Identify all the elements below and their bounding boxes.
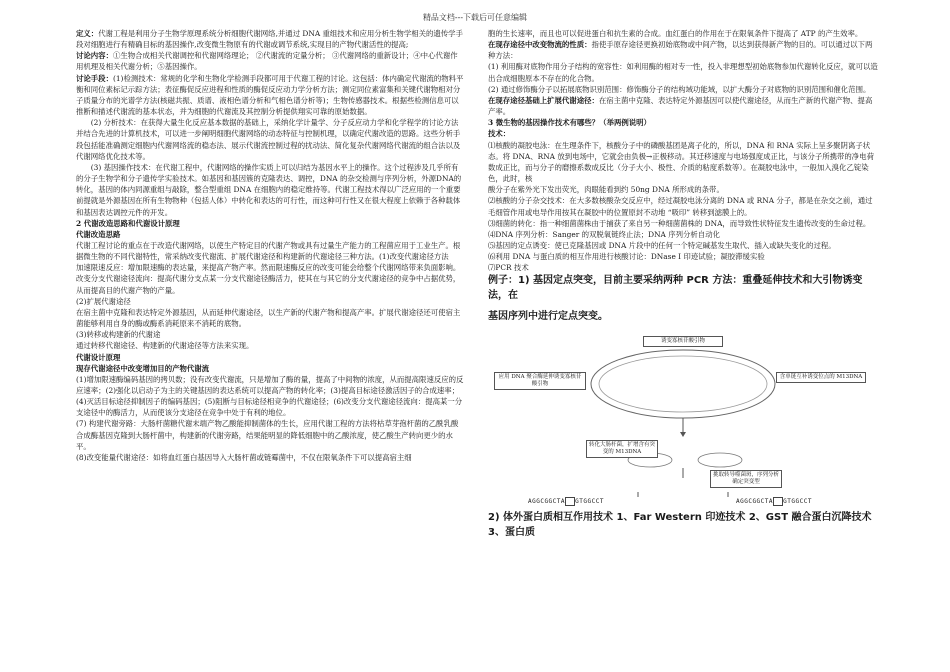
paragraph-lead: 讨论内容： [76, 51, 113, 61]
right-paragraph [488, 95, 878, 117]
right-paragraph: ⑹利用 DNA 与蛋白质的相互作用进行核酸讨论：DNase Ⅰ 印迹试验；凝胶滞缓实验 [488, 252, 765, 262]
paragraph-lead: 在现存途径基础上扩展代谢途径： [488, 95, 599, 105]
right-paragraph [488, 39, 878, 61]
left-paragraph [76, 28, 464, 50]
right-paragraph: ⑺PCR 技术 [488, 263, 529, 273]
left-paragraph [76, 50, 464, 72]
diagram-bottom-box: 挑取转导噬菌斑，序列分析确定突变型 [710, 470, 782, 488]
left-paragraph: (1)增加限速酶编码基因的拷贝数；没有改变代谢流，只是增加了酶的量，提高了中间物的浓度，从而提高限速反应的反应速率；(2)强化以启动子为主的关键基因的表达系统可以提高产物的转化率；(3)提高目标途径激活因子的合成速率；(4)灭活目标途径抑制因子的编码基因；(5)阻断与目标途径相竞争的代谢途径；(6)改变分支代谢途径流向：提高某一分支途径中的酶活力，从而使该分支途径在竞争中处于有利的地位。 [76, 374, 464, 418]
arrow-head-1 [680, 432, 686, 437]
paragraph-body: (1)检测技术：常规的化学和生物化学检测手段都可用于代谢工程的讨论。这包括：体内确定代谢流的物料平衡和同位素标记示踪方法；表征酶促反应进程和性质的酶促反应动力学分析方法；测定同位素富集和关键代谢物相对分子质量分布的光谱学方法(核磁共振、质谱、液相色谱分析和气相色谱分析等)；生物传感器技术。根据些检测信息可以推断和描述代谢流的基本状态，并为细胞的代谢流及其控制分析提供翔实可靠的原始数据。 [76, 73, 464, 117]
left-paragraph: 代谢工程讨论的重点在于改造代谢网络，以使生产特定目的代谢产物或具有过量生产能力的工程菌应用于工业生产。根据微生物的不同代谢特性，常采纳改变代谢流、扩展代谢途径和构建新的代谢途径三种方法。(1)改变代谢途径方法 [76, 240, 461, 262]
left-paragraph: (3)转移或构建新的代谢途 [76, 330, 161, 340]
example-2: 2) 体外蛋白质相互作用技术 1、Far Western 印迹技术 2、GST 融合蛋白沉降技术 3、蛋白质 [488, 512, 872, 539]
paragraph-lead: 在现存途径中改变物流的性质： [488, 40, 592, 50]
sequence-left: AGGCGGCTA GTGGCCT [528, 498, 604, 506]
left-paragraph: (7) 构建代谢旁路：大肠杆菌糖代谢末端产物乙酸能抑制菌体的生长，应用代谢工程的方法将枯草芽孢杆菌的乙酰乳酸合成酶基因克隆到大肠杆菌中，构建新的代谢旁路，结果能明显的降低细胞中的乙酸浓度，使乙酸生产转向更少的水平。 [76, 419, 459, 451]
seq-right-mutation-box [773, 497, 783, 506]
diagram-lines [488, 332, 878, 510]
paragraph-body: 在宿主菌中克隆、表达特定外源基因可以使代谢途径，从而生产新的代谢产物、提高产率。 [488, 95, 873, 117]
sequence-right: AGGCGGCTA GTGGCCT [736, 498, 812, 506]
left-paragraph: 现存代谢途径中改变增加目的产物代谢流 [76, 363, 210, 373]
left-paragraph: 通过转移代谢途径、构建新的代谢途径等方法来实现。 [76, 341, 254, 351]
paragraph-body: 指使手原存途径更换初始底物或中间产物，以达到获得新产物的目的。可以通过以下两种方法： [488, 40, 873, 61]
left-paragraph: 在宿主菌中克隆和表达特定外源基因，从而延伸代谢途径，以生产新的代谢产物和提高产率。扩展代谢途径还可使宿主菌能够利用自身的酶或酶系消耗原来不消耗的底物。 [76, 307, 461, 329]
example-1-line-2: 基因序列中进行定点突变。 [488, 311, 608, 323]
left-paragraph: 改变分支代谢途径流向：提高代谢分支点某一分支代谢途径酶活力，使其在与其它的分支代谢途径的竞争中占据优势，从而提高目的代谢产物的产量。 [76, 274, 461, 295]
right-paragraph: ⑸基因的定点诱变：使已克隆基因或 DNA 片段中的任何一个特定碱基发生取代、插入或缺失变化的过程。 [488, 240, 836, 250]
right-paragraph: (1) 利用酶对底物作用分子结构的宽容性：如利用酶的相对专一性，投入非理想型初始底物参加代谢转化反应，就可以造出合成细胞原本不存在的化合物。 [488, 62, 878, 83]
left-paragraph: (2) 分析技术：在获得大量生化反应基本数据的基础上，采纳化学计量学、分子反应动力学和化学程学的讨论方法并结合先进的计算机技术，可以进一步阐明细胞代谢网络的动态特征与控制机理，以确定代谢改造的思路。这些分析手段包括能准确测定细胞内代谢网络流的稳态法、展示代谢流控制过程的扰动法、简化复杂代谢网络代谢流的组合法以及代谢网络优化技术等。 [76, 118, 461, 161]
plasmid-circle [591, 350, 775, 418]
left-paragraph: 代谢改造思路 [76, 229, 121, 239]
diagram-top-box: 诱变寡核苷酸引物 [643, 336, 723, 347]
example-1-line-1: 例子：1) 基因定点突变，目前主要采纳两种 PCR 方法：重叠延伸技术和大引物诱变法，在 [488, 275, 863, 302]
left-paragraph [76, 73, 464, 118]
right-paragraph: 技术： [488, 129, 511, 139]
right-paragraph: 胞的生长速率，而且也可以促进蛋白和抗生素的合成。血红蛋白的作用在于在限氧条件下提高了 ATP 的产生效率。 [488, 29, 863, 38]
left-paragraph: 2 代谢改造思路和代谢设计原理 [76, 218, 180, 228]
left-paragraph: 加速限速反应：增加限速酶的表达量，来提高产物产率。然而限速酶反应的改变可能会给整个代谢网络带来负面影响。 [76, 263, 461, 273]
diagram-middle-box: 转化大肠杆菌，扩增含有突变的 M13DNA [586, 440, 658, 458]
right-column [488, 28, 878, 540]
paragraph-lead: 讨论手段： [76, 73, 113, 83]
left-paragraph: (3) 基因操作技术：在代谢工程中，代谢网络的操作实质上可以归结为基因水平上的操作。这个过程涉及几乎所有的分子生物学和分子遗传学实验技术。如基因和基因簇的克隆表达、调控，DNA 的杂交检测与序列分析，外源DNA的转化，基因的体内同源重组与敲除，整合型重组 DNA 在细胞内的稳定维持等。代谢工程技术得以广泛应用的一个重要前提就是外源基因在所有生物物种（包括人体）中转化和表达的可行性，而这种可行性又在很大程度上依赖于各种载体和基因表达调控元件的开发。 [76, 162, 462, 217]
right-paragraph: 酸分子在紫外光下发出荧光，肉眼能看到约 50ng DNA 所形成的条带。 [488, 185, 724, 195]
mutagenesis-diagram [488, 332, 878, 510]
right-paragraph: (2) 通过修饰酶分子以拓展底物识别范围：修饰酶分子的结构域功能域，以扩大酶分子对底物的识别范围和催化范围。 [488, 84, 871, 94]
left-column [76, 28, 464, 463]
left-paragraph: (2)扩展代谢途径 [76, 296, 131, 306]
diagram-right-box: 含单链互补诱变位点的 M13DNA [776, 372, 866, 383]
plasmid-inner-circle [599, 356, 767, 412]
diagram-left-box: 应用 DNA 聚合酶延伸诱变寡核苷酸引物 [494, 372, 586, 390]
right-paragraph: ⑶细菌的转化：指一种细菌菌株由于捕获了来自另一种细菌菌株的 DNA，而导致性状特征发生遗传改变的生命过程。 [488, 218, 871, 228]
paragraph-body: 代谢工程是利用分子生物学原理系统分析细胞代谢网络,并通过 DNA 重组技术和应用分析生物学相关的遗传学手段对细胞进行有精确目标的基因操作,改变微生物原有的代谢或调节系统,实现目的产物代谢活性的提高; [76, 29, 463, 50]
right-paragraph: ⑷DNA 序列分析：Sanger 的双脱氧链终止法；DNA 序列分析自动化 [488, 229, 720, 239]
seq-left-mutation-box [565, 497, 575, 506]
right-paragraph: ⑴核酸的凝胶电泳：在生理条件下，核酸分子中的磷酸基团是离子化的，所以，DNA 和 RNA 实际上呈多聚阴离子状态。将 DNA、RNA 放到电场中，它就会由负极→正极移动。其迁移速度与电场强度成正比，与该分子所携带的净电荷数成正比，而与分子的磨擦系数成反比（分子大小、极性、介质的粘度系数等）。在凝胶电泳中，一般加入溴化乙锭染色，此时，核 [488, 140, 874, 184]
paragraph-lead: 定义： [76, 29, 99, 38]
page-header: 精品文档---下载后可任意编辑 [422, 13, 528, 22]
small-circle-right [698, 453, 742, 467]
right-paragraph: 3 微生物的基因操作技术有哪些？（举两例说明） [488, 118, 651, 128]
right-paragraph: ⑵核酸的分子杂交技术：在大多数核酸杂交反应中，经过凝胶电泳分离的 DNA 或 RNA 分子，都是在杂交之前，通过毛细管作用或电导作用按其在凝胶中的位置原封不动地 “吸印” 转移到滤膜上的。 [488, 196, 873, 217]
left-paragraph: 代谢设计原理 [76, 352, 121, 362]
paragraph-body: ①生物合成相关代谢调控和代谢网络理论； ②代谢流的定量分析； ③代谢网络的重新设计；④中心代谢作用机理及相关代谢分析；⑤基因操作。 [76, 51, 458, 72]
right-text [488, 28, 878, 273]
left-paragraph: (8)改变能量代谢途径：如将血红蛋白基因导入大肠杆菌或链霉菌中，不仅在限氧条件下可以提高宿主细 [76, 452, 412, 462]
